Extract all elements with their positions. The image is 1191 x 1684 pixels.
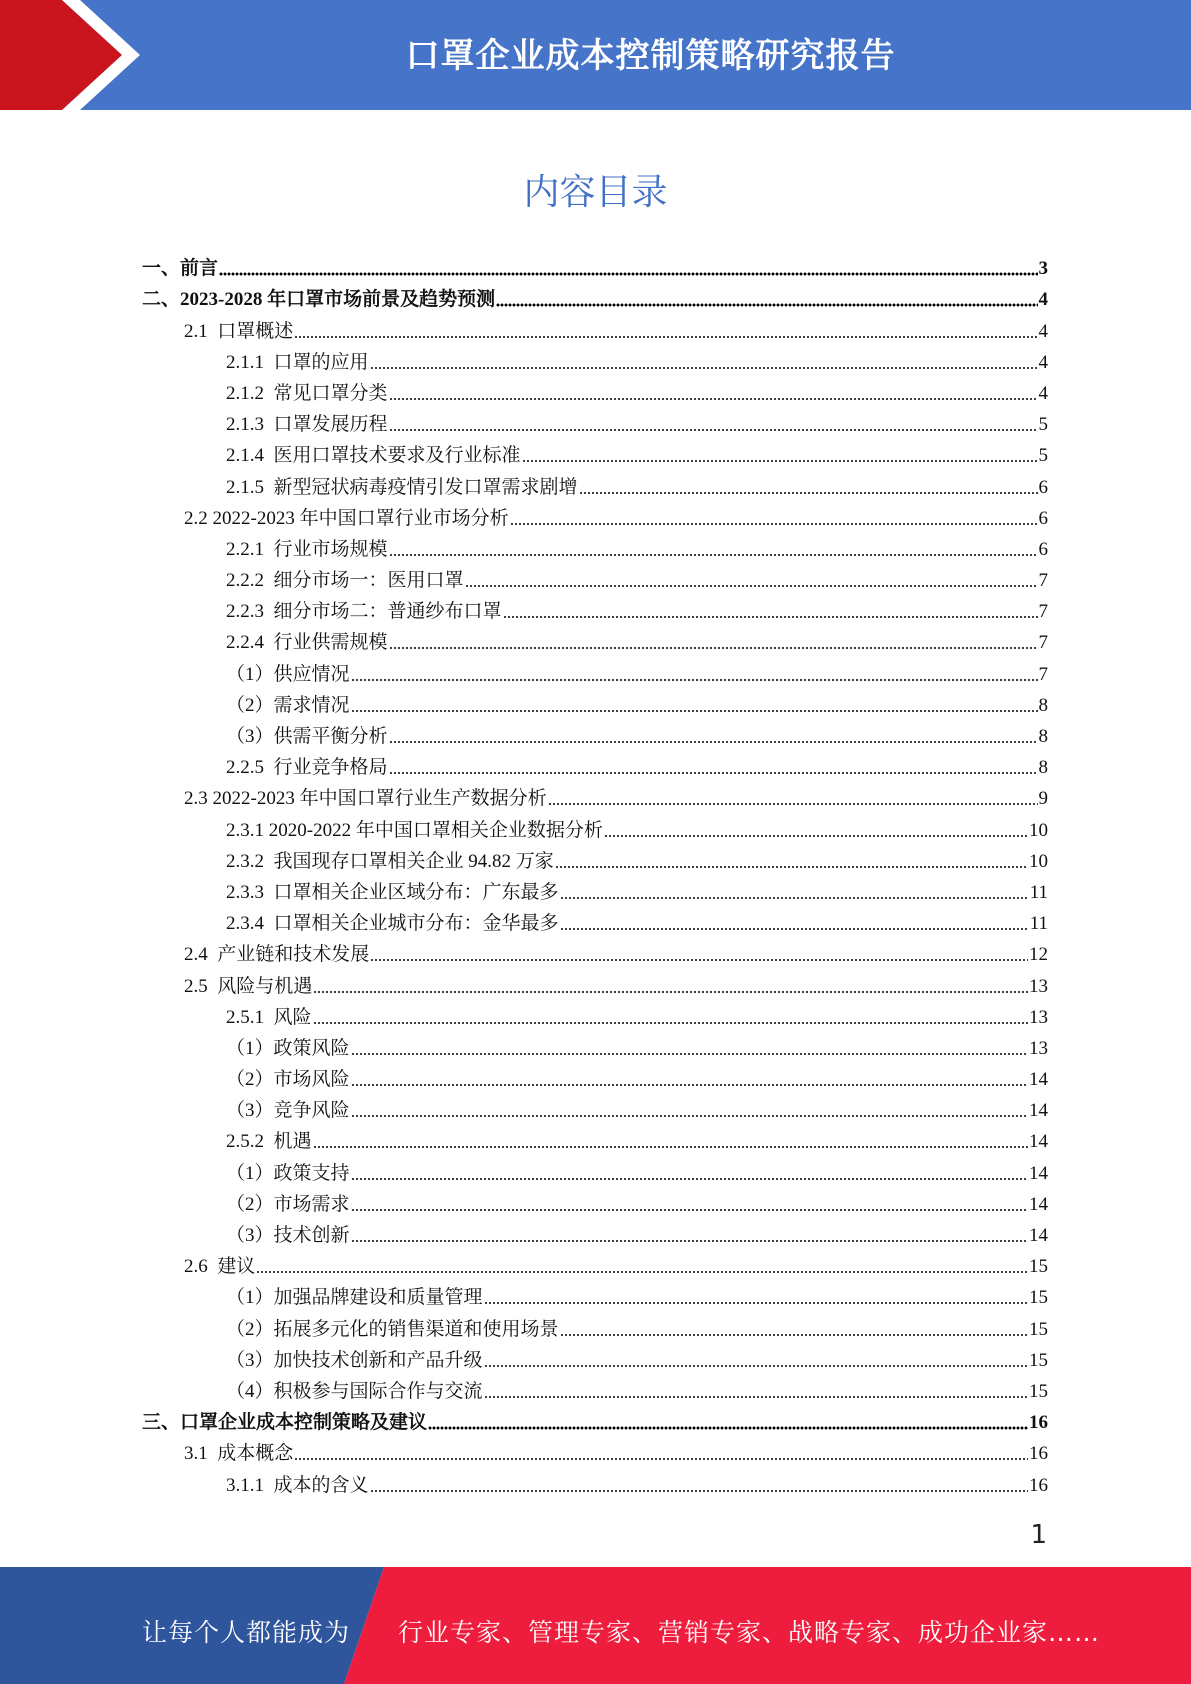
toc-dot-leader xyxy=(389,397,1038,401)
toc-entry-page: 16 xyxy=(1029,1443,1048,1465)
toc-entry[interactable] xyxy=(142,1064,1048,1095)
toc-entry-number: （2） xyxy=(226,1193,274,1215)
toc-entry-label: 建议 xyxy=(217,1256,256,1278)
toc-entry-number: 二、 xyxy=(142,289,181,311)
toc-entry[interactable] xyxy=(142,1345,1048,1376)
toc-entry-label: 细分市场二：普通纱布口罩 xyxy=(273,601,502,623)
toc-entry-label: 成本概念 xyxy=(217,1443,294,1465)
toc-entry-number: （3） xyxy=(226,1349,274,1371)
toc-entry-page: 14 xyxy=(1029,1069,1048,1091)
toc-entry[interactable] xyxy=(142,378,1048,409)
toc-entry-page: 13 xyxy=(1029,975,1048,997)
toc-entry-label: 市场需求 xyxy=(273,1193,350,1215)
toc-dot-leader xyxy=(465,584,1038,588)
toc-dot-leader xyxy=(219,272,1037,276)
toc-entry[interactable] xyxy=(142,1126,1048,1157)
toc-entry-number: 2.2.4 xyxy=(226,632,274,654)
toc-entry[interactable] xyxy=(142,1189,1048,1220)
toc-entry-page: 15 xyxy=(1029,1349,1048,1371)
toc-entry-label: 口罩相关企业区域分布：广东最多 xyxy=(273,881,559,903)
toc-entry[interactable] xyxy=(142,503,1048,534)
toc-heading: 内容目录 xyxy=(523,172,668,213)
toc-entry-label: 口罩概述 xyxy=(217,320,294,342)
footer-band xyxy=(0,1567,1191,1684)
toc-dot-leader xyxy=(294,1457,1028,1461)
toc-entry-number: 2.1.5 xyxy=(226,476,274,498)
toc-entry[interactable] xyxy=(142,1033,1048,1064)
toc-entry-label: 政策风险 xyxy=(273,1037,350,1059)
toc-entry-page: 15 xyxy=(1029,1380,1048,1402)
toc-dot-leader xyxy=(579,491,1038,495)
toc-dot-leader xyxy=(389,553,1038,557)
toc-dot-leader xyxy=(604,834,1028,838)
toc-entry[interactable] xyxy=(142,970,1048,1001)
toc-dot-leader xyxy=(351,678,1038,682)
toc-entry-page: 14 xyxy=(1029,1225,1048,1246)
toc-entry-page: 5 xyxy=(1038,445,1048,467)
toc-entry[interactable] xyxy=(142,347,1048,378)
toc-dot-leader xyxy=(313,1145,1028,1149)
toc-entry[interactable] xyxy=(142,315,1048,346)
toc-entry-label: 供需平衡分析 xyxy=(273,726,388,747)
toc-entry-label: 口罩发展历程 xyxy=(273,414,388,436)
toc-entry[interactable] xyxy=(142,596,1048,627)
toc-entry-page: 14 xyxy=(1029,1193,1048,1215)
toc-entry-number: 2.1.1 xyxy=(226,351,274,373)
toc-dot-leader xyxy=(294,335,1037,339)
toc-dot-leader xyxy=(428,1426,1028,1430)
toc-entry[interactable] xyxy=(142,440,1048,471)
toc-entry-number: （3） xyxy=(226,1225,274,1246)
toc-entry[interactable] xyxy=(142,1438,1048,1469)
toc-dot-leader xyxy=(555,865,1028,869)
toc-dot-leader xyxy=(256,1270,1028,1274)
toc-entry-page: 14 xyxy=(1029,1162,1048,1184)
toc-dot-leader xyxy=(370,958,1028,962)
toc-entry-page: 9 xyxy=(1038,788,1048,810)
toc-entry-number: 2.2.5 xyxy=(226,757,274,779)
toc-dot-leader xyxy=(389,428,1038,432)
toc-entry-page: 13 xyxy=(1029,1037,1048,1059)
toc-entry-label: 积极参与国际合作与交流 xyxy=(273,1380,483,1402)
toc-entry-page: 13 xyxy=(1029,1006,1048,1028)
toc-dot-leader xyxy=(548,802,1038,806)
toc-dot-leader xyxy=(351,1177,1028,1181)
toc-dot-leader xyxy=(351,709,1038,713)
toc-entry[interactable] xyxy=(142,721,1048,752)
toc-entry-page: 5 xyxy=(1038,414,1048,436)
toc-entry-page: 4 xyxy=(1038,320,1048,342)
toc-entry-page: 8 xyxy=(1038,694,1048,716)
toc-entry-number: 2.3.4 xyxy=(226,913,274,935)
toc-entry-page: 6 xyxy=(1038,476,1048,498)
toc-entry-number: （1） xyxy=(226,663,274,685)
toc-entry-number: （3） xyxy=(226,726,274,747)
toc-entry[interactable] xyxy=(142,939,1048,970)
toc-entry-label: 2020-2022 年中国口罩相关企业数据分析 xyxy=(268,819,603,841)
toc-entry-label: 口罩企业成本控制策略及建议 xyxy=(180,1412,428,1434)
toc-entry-page: 8 xyxy=(1038,726,1048,747)
toc-entry-label: 细分市场一：医用口罩 xyxy=(273,570,464,592)
toc-entry-number: 一、 xyxy=(142,258,181,280)
toc-entry-number: 2.2.2 xyxy=(226,570,274,592)
toc-entry-page: 10 xyxy=(1029,850,1048,872)
toc-entry-label: 2022-2023 年中国口罩行业市场分析 xyxy=(212,507,509,529)
toc-dot-leader xyxy=(351,1239,1028,1243)
toc-entry-number: （3） xyxy=(226,1100,274,1122)
toc-dot-leader xyxy=(351,1052,1028,1056)
report-title: 口罩企业成本控制策略研究报告 xyxy=(405,36,896,76)
toc-entry-number: 2.2 xyxy=(184,507,213,529)
toc-entry-number: 2.2.1 xyxy=(226,538,274,560)
toc-entry-page: 15 xyxy=(1029,1318,1048,1340)
toc-entry-number: 2.1 xyxy=(184,320,218,342)
toc-entry-page: 12 xyxy=(1029,944,1048,966)
toc-dot-leader xyxy=(351,1114,1028,1118)
toc-entry-label: 产业链和技术发展 xyxy=(217,944,370,966)
toc-dot-leader xyxy=(560,927,1029,931)
footer-slogan-right: 行业专家、管理专家、营销专家、战略专家、成功企业家…… xyxy=(398,1618,1101,1647)
toc-entry-page: 10 xyxy=(1029,819,1048,841)
toc-entry[interactable] xyxy=(142,1407,1048,1438)
toc-entry-page: 3 xyxy=(1038,258,1048,280)
report-header-band xyxy=(0,0,1191,110)
toc-entry[interactable] xyxy=(142,1282,1048,1313)
toc-entry-number: （2） xyxy=(226,1069,274,1091)
toc-entry[interactable] xyxy=(142,1157,1048,1188)
toc-entry[interactable] xyxy=(142,627,1048,658)
toc-entry[interactable] xyxy=(142,1469,1048,1500)
toc-entry[interactable] xyxy=(142,1220,1048,1251)
toc-entry-number: 2.3.1 xyxy=(226,819,269,841)
toc-entry[interactable] xyxy=(142,1095,1048,1126)
toc-entry[interactable] xyxy=(142,814,1048,845)
toc-entry-number: （2） xyxy=(226,1318,274,1340)
toc-entry[interactable] xyxy=(142,690,1048,721)
toc-entry[interactable] xyxy=(142,1002,1048,1033)
toc-dot-leader xyxy=(560,896,1029,900)
toc-entry-number: 2.5.1 xyxy=(226,1006,274,1028)
toc-entry-page: 4 xyxy=(1038,382,1048,404)
toc-entry-number: 2.6 xyxy=(184,1256,218,1278)
toc-entry-label: 市场风险 xyxy=(273,1069,350,1091)
toc-entry-label: 行业供需规模 xyxy=(273,632,388,654)
toc-entry[interactable] xyxy=(142,565,1048,596)
toc-entry-number: 3.1 xyxy=(184,1443,218,1465)
toc-entry-label: 技术创新 xyxy=(273,1225,350,1246)
toc-entry-page: 7 xyxy=(1038,663,1048,685)
toc-entry-number: 2.1.3 xyxy=(226,414,274,436)
toc-entry-label: 口罩相关企业城市分布：金华最多 xyxy=(273,913,559,935)
toc-entry[interactable] xyxy=(142,783,1048,814)
toc-dot-leader xyxy=(370,366,1038,370)
toc-entry-label: 政策支持 xyxy=(273,1162,350,1184)
toc-entry-page: 16 xyxy=(1029,1412,1048,1434)
toc-dot-leader xyxy=(484,1301,1028,1305)
toc-entry[interactable] xyxy=(142,471,1048,502)
toc-entry-number: 2.5.2 xyxy=(226,1131,274,1153)
toc-dot-leader xyxy=(313,1021,1028,1025)
toc-entry-page: 11 xyxy=(1029,913,1048,935)
toc-entry-page: 6 xyxy=(1038,538,1048,560)
toc-entry-number: 3.1.1 xyxy=(226,1474,274,1496)
toc-entry-page: 16 xyxy=(1029,1474,1048,1496)
toc-dot-leader xyxy=(389,740,1038,744)
footer-slogan-left: 让每个人都能成为 xyxy=(142,1618,351,1647)
toc-entry-label: 口罩的应用 xyxy=(273,351,369,373)
toc-entry-number: （1） xyxy=(226,1037,274,1059)
toc-entry-label: 2022-2023 年中国口罩行业生产数据分析 xyxy=(212,788,547,810)
toc-entry-number: 2.4 xyxy=(184,944,218,966)
toc-entry-label: 医用口罩技术要求及行业标准 xyxy=(273,445,521,467)
toc-entry-label: 新型冠状病毒疫情引发口罩需求剧增 xyxy=(273,476,578,498)
toc-entry-page: 15 xyxy=(1029,1256,1048,1278)
toc-entry-label: 拓展多元化的销售渠道和使用场景 xyxy=(273,1318,559,1340)
toc-entry[interactable] xyxy=(142,658,1048,689)
toc-dot-leader xyxy=(484,1395,1028,1399)
toc-entry[interactable] xyxy=(142,752,1048,783)
toc-entry[interactable] xyxy=(142,534,1048,565)
toc-entry-label: 竞争风险 xyxy=(273,1100,350,1122)
toc-dot-leader xyxy=(503,615,1038,619)
toc-entry-page: 4 xyxy=(1038,351,1048,373)
toc-entry-number: 2.1.2 xyxy=(226,382,274,404)
toc-entry[interactable] xyxy=(142,877,1048,908)
toc-entry[interactable] xyxy=(142,908,1048,939)
toc-entry-page: 8 xyxy=(1038,757,1048,779)
toc-entry-label: 行业市场规模 xyxy=(273,538,388,560)
toc-dot-leader xyxy=(370,1489,1028,1493)
toc-entry-page: 11 xyxy=(1029,881,1048,903)
page-number: 1 xyxy=(1030,1520,1047,1550)
toc-entry[interactable] xyxy=(142,253,1048,284)
toc-entry-label: 2023-2028 年口罩市场前景及趋势预测 xyxy=(180,289,496,311)
toc-entry-page: 14 xyxy=(1029,1131,1048,1153)
toc-entry-label: 需求情况 xyxy=(273,694,350,716)
toc-entry-page: 7 xyxy=(1038,632,1048,654)
toc-entry-label: 前言 xyxy=(180,258,219,280)
toc-entry-number: （4） xyxy=(226,1380,274,1402)
toc-entry-page: 7 xyxy=(1038,570,1048,592)
toc-entry-number: 2.3.3 xyxy=(226,881,274,903)
toc-dot-leader xyxy=(510,522,1038,526)
toc-entry-label: 我国现存口罩相关企业 94.82 万家 xyxy=(273,850,554,872)
toc-entry-number: 2.1.4 xyxy=(226,445,274,467)
toc-entry-number: （1） xyxy=(226,1162,274,1184)
toc-entry[interactable] xyxy=(142,284,1048,315)
toc-entry-page: 4 xyxy=(1038,289,1048,311)
toc-entry[interactable] xyxy=(142,1251,1048,1282)
toc-entry[interactable] xyxy=(142,1376,1048,1407)
toc-entry[interactable] xyxy=(142,1313,1048,1344)
toc-entry-label: 行业竞争格局 xyxy=(273,757,388,779)
toc-dot-leader xyxy=(496,303,1037,307)
toc-entry-label: 加快技术创新和产品升级 xyxy=(273,1349,483,1371)
toc-entry[interactable] xyxy=(142,846,1048,877)
toc-entry-number: 三、 xyxy=(142,1412,181,1434)
toc-entry-number: （1） xyxy=(226,1287,274,1309)
table-of-contents xyxy=(142,253,1048,1501)
toc-entry-page: 6 xyxy=(1038,507,1048,529)
toc-entry-page: 7 xyxy=(1038,601,1048,623)
toc-dot-leader xyxy=(522,459,1038,463)
toc-dot-leader xyxy=(560,1333,1028,1337)
toc-entry-label: 常见口罩分类 xyxy=(273,382,388,404)
toc-entry-label: 机遇 xyxy=(273,1131,312,1153)
toc-entry-number: （2） xyxy=(226,694,274,716)
toc-entry-label: 风险 xyxy=(273,1006,312,1028)
toc-entry-label: 加强品牌建设和质量管理 xyxy=(273,1287,483,1309)
toc-dot-leader xyxy=(351,1208,1028,1212)
toc-dot-leader xyxy=(313,990,1028,994)
toc-entry-page: 14 xyxy=(1029,1100,1048,1122)
toc-dot-leader xyxy=(389,646,1038,650)
toc-entry-label: 供应情况 xyxy=(273,663,350,685)
toc-entry-label: 成本的含义 xyxy=(273,1474,369,1496)
toc-dot-leader xyxy=(351,1083,1028,1087)
toc-entry-number: 2.3.2 xyxy=(226,850,274,872)
toc-entry-number: 2.5 xyxy=(184,975,218,997)
toc-entry-number: 2.2.3 xyxy=(226,601,274,623)
toc-entry-number: 2.3 xyxy=(184,788,213,810)
toc-entry-label: 风险与机遇 xyxy=(217,975,313,997)
toc-entry-page: 15 xyxy=(1029,1287,1048,1309)
toc-dot-leader xyxy=(389,771,1038,775)
toc-entry[interactable] xyxy=(142,409,1048,440)
toc-dot-leader xyxy=(484,1364,1028,1368)
